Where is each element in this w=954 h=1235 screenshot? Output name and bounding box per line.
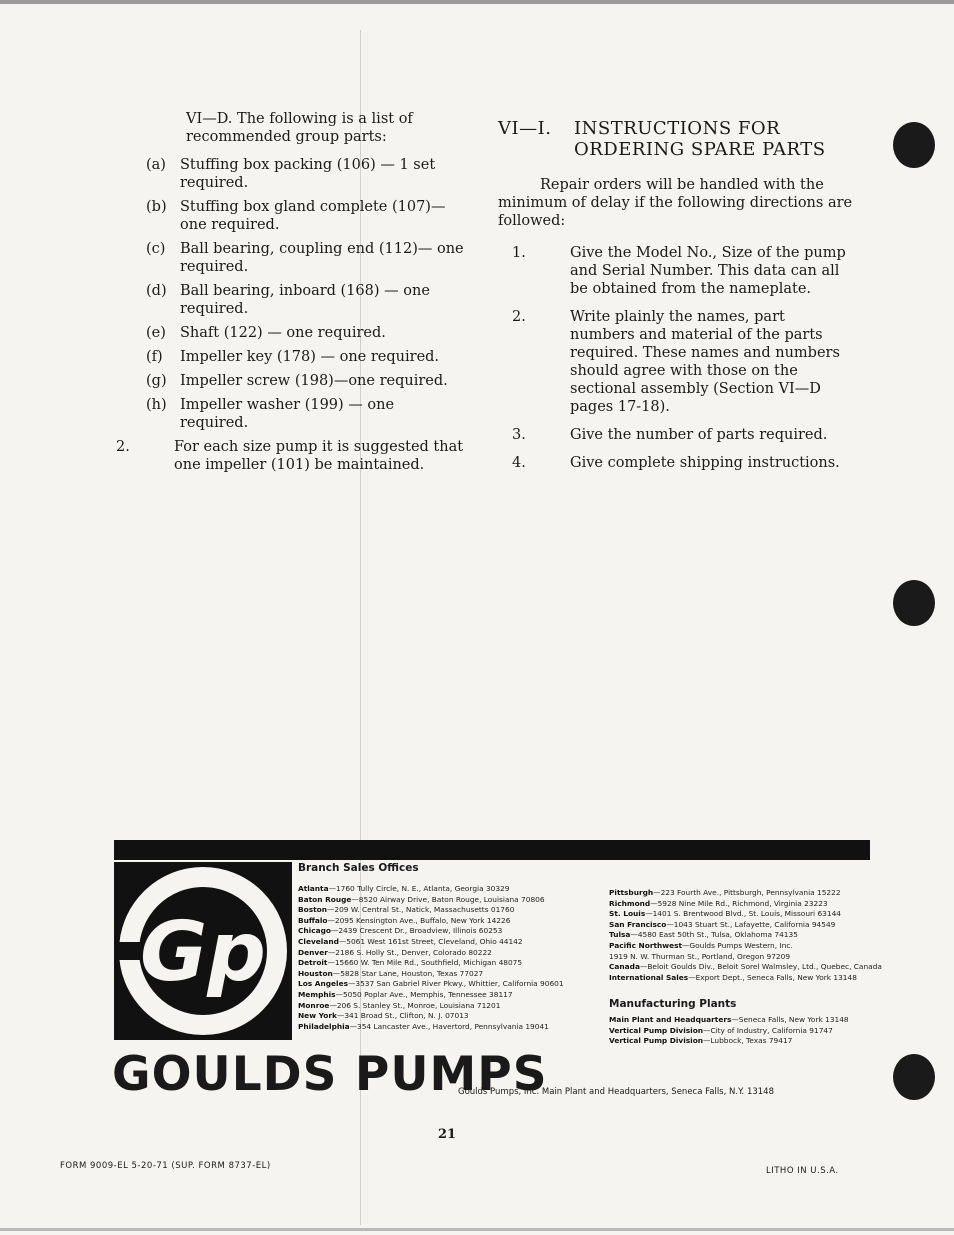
parts-list-column [116,110,466,480]
list-item: (h) Impeller washer (199) — one required. [146,397,395,431]
scan-top-edge [0,0,954,4]
list-item: (e) Shaft (122) — one required. [146,325,386,341]
list-item: 3. Give the number of parts required. [512,427,828,443]
list-item: New York—341 Broad St., Clifton, N. J. 07013 [298,1011,469,1021]
branch-offices-list-right [609,888,882,983]
list-item: Vertical Pump Division—City of Industry, California 91747 [609,1025,833,1035]
punch-hole-bottom [893,1054,935,1100]
list-item: Baton Rouge—8520 Airway Drive, Baton Rouge, Louisiana 70806 [298,894,545,904]
impeller-suggestion: 2. For each size pump it is suggested that one impeller (101) be maintained. [116,439,464,473]
goulds-pumps-wordmark: GOULDS PUMPS [112,1047,548,1102]
footer-black-bar [114,840,870,860]
list-item: Monroe—206 S. Stanley St., Monroe, Louisiana 71201 [298,1000,501,1010]
list-item: Vertical Pump Division—Lubbock, Texas 79417 [609,1036,793,1046]
list-item: Pittsburgh—223 Fourth Ave., Pittsburgh, Pennsylvania 15222 [609,888,841,897]
goulds-gp-logo-icon [114,862,292,1040]
form-number: FORM 9009-EL 5-20-71 (SUP. FORM 8737-EL) [60,1161,271,1171]
page-number: 21 [438,1127,457,1142]
punch-hole-top [893,122,935,168]
list-item: Pacific Northwest—Goulds Pumps Western, Inc. 1919 N. W. Thurman St., Portland, Oregon 97209 [609,940,793,961]
list-item: Boston—209 W. Central St., Natick, Massachusetts 01760 [298,905,515,915]
list-item: San Francisco—1043 Stuart St., Lafayette, California 94549 [609,919,836,929]
list-item: (g) Impeller screw (198)—one required. [146,373,448,389]
list-item: Atlanta—1760 Tully Circle, N. E., Atlanta, Georgia 30329 [298,884,510,893]
list-item: Denver—2186 S. Holly St., Denver, Colorado 80222 [298,947,492,957]
list-item: Memphis—5050 Poplar Ave., Memphis, Tennessee 38117 [298,989,513,999]
list-item: Tulsa—4580 East 50th St., Tulsa, Oklahoma 74135 [609,930,798,940]
scan-bottom-edge [0,1228,954,1231]
headquarters-line: Goulds Pumps, Inc. Main Plant and Headquarters, Seneca Falls, N.Y. 13148 [458,1087,774,1097]
branch-offices-list-left [298,884,564,1032]
list-item: (f) Impeller key (178) — one required. [146,349,440,365]
list-item: Chicago—2439 Crescent Dr., Broadview, Illinois 60253 [298,926,503,936]
list-item: (c) Ball bearing, coupling end (112)— one required. [146,241,464,275]
list-item: (b) Stuffing box gland complete (107)— one required. [146,199,446,233]
list-item: Detroit—15660 W. Ten Mile Rd., Southfield, Michigan 48075 [298,958,523,968]
punch-hole-middle [893,580,935,626]
list-item: Philadelphia—354 Lancaster Ave., Havertord, Pennsylvania 19041 [298,1021,549,1031]
list-item: 4. Give complete shipping instructions. [512,455,840,471]
parts-list-intro: VI—D. The following is a list of recommended group parts: [186,111,413,145]
ordering-intro: Repair orders will be handled with the minimum of delay if the following directions are followed: [498,177,853,229]
manufacturing-plants-list [609,1015,849,1047]
list-item: Main Plant and Headquarters—Seneca Falls, New York 13148 [609,1015,849,1024]
list-item: 1. Give the Model No., Size of the pump and Serial Number. This data can all be obtained from the nameplate. [512,245,846,297]
litho-notice: LITHO IN U.S.A. [766,1166,839,1176]
list-item: Richmond—5928 Nine Mile Rd., Richmond, Virginia 23223 [609,898,828,908]
list-item: Cleveland—5061 West 161st Street, Cleveland, Ohio 44142 [298,936,523,946]
list-item: (a) Stuffing box packing (106) — 1 set required. [146,157,436,191]
ordering-instructions-column [498,118,853,482]
manufacturing-plants-title: Manufacturing Plants [609,998,737,1010]
list-item: Houston—5828 Star Lane, Houston, Texas 77027 [298,968,484,978]
list-item: Los Angeles—3537 San Gabriel River Pkwy., Whittier, California 90601 [298,979,564,989]
branch-offices-title: Branch Sales Offices [298,862,419,874]
list-item: International Sales—Export Dept., Seneca Falls, New York 13148 [609,972,857,982]
list-item: Buffalo—2095 Kensington Ave., Buffalo, New York 14226 [298,915,511,925]
list-item: Canada—Beloit Goulds Div., Beloit Sorel Walmsley, Ltd., Quebec, Canada [609,962,882,972]
svg-text:Gp: Gp [139,905,267,1000]
section-heading: VI—I. INSTRUCTIONS FOR ORDERING SPARE PARTS [498,118,826,160]
list-item: St. Louis—1401 S. Brentwood Blvd., St. Louis, Missouri 63144 [609,909,841,919]
list-item: 2. Write plainly the names, part numbers and material of the parts required. These names and numbers should agree with those on the sectional assembly (Section VI—D pages 17-18). [512,309,840,415]
list-item: (d) Ball bearing, inboard (168) — one required. [146,283,430,317]
